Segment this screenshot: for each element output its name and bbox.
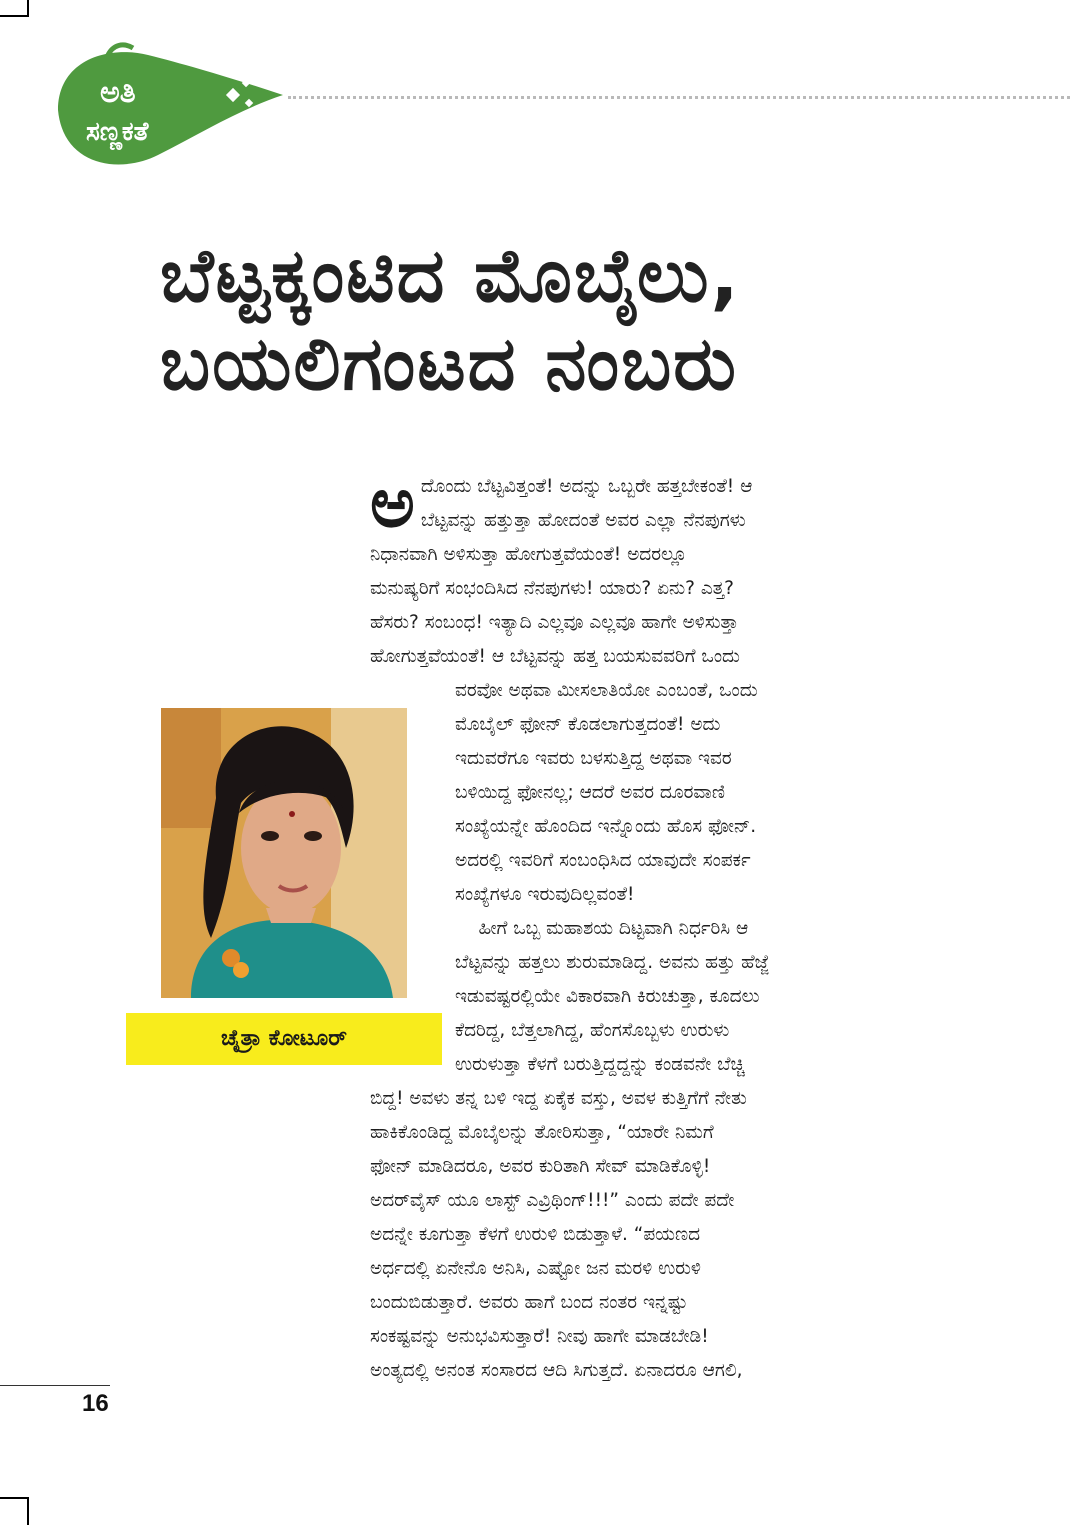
author-caption-bar — [126, 1013, 442, 1065]
body-line: ಬೆಟ್ಟವನ್ನು ಹತ್ತುತ್ತಾ ಹೋದಂತೆ ಅವರ ಎಲ್ಲಾ ನೆನಪುಗಳು — [420, 510, 746, 531]
body-line: ಅದರಲ್ಲಿ ಇವರಿಗೆ ಸಂಬಂಧಿಸಿದ ಯಾವುದೇ ಸಂಪರ್ಕ — [455, 850, 751, 871]
body-line: ವರವೋ ಅಥವಾ ಮೀಸಲಾತಿಯೋ ಎಂಬಂತೆ, ಒಂದು — [455, 680, 758, 701]
headline-line-1: ಬೆಟ್ಟಕ್ಕಂಟಿದ ಮೊಬೈಲು, — [160, 233, 741, 319]
author-portrait-photo — [161, 708, 407, 998]
body-line: ಫೋನ್ ಮಾಡಿದರೂ, ಅವರ ಕುರಿತಾಗಿ ಸೇವ್ ಮಾಡಿಕೊಳ್ಳಿ! — [370, 1156, 711, 1177]
section-logo-text-1: ಅತಿ — [100, 75, 136, 110]
crop-mark-bottom-left-v — [27, 1497, 29, 1525]
crop-mark-top-left-h — [0, 15, 29, 17]
article-body — [370, 464, 915, 1388]
body-line: ಹೋಗುತ್ತವೆಯಂತೆ! ಆ ಬೆಟ್ಟವನ್ನು ಹತ್ತ ಬಯಸುವವರಿಗೆ ಒಂದು — [370, 646, 740, 667]
body-line: ದೊಂದು ಬೆಟ್ಟವಿತ್ತಂತೆ! ಅದನ್ನು ಒಬ್ಬರೇ ಹತ್ತಬೇಕಂತೆ! ಆ — [420, 476, 753, 497]
body-line: ಉರುಳುತ್ತಾ ಕೆಳಗೆ ಬರುತ್ತಿದ್ದದ್ದನ್ನು ಕಂಡವನೇ ಬೆಚ್ಚಿ — [455, 1054, 745, 1075]
body-line: ಮೊಬೈಲ್ ಫೋನ್ ಕೊಡಲಾಗುತ್ತದಂತೆ! ಅದು — [455, 714, 721, 735]
body-line: ಹಾಕಿಕೊಂಡಿದ್ದ ಮೊಬೈಲನ್ನು ತೋರಿಸುತ್ತಾ, “ಯಾರೇ ನಿಮಗೆ — [370, 1122, 714, 1143]
drop-cap: ಅ — [370, 464, 415, 543]
author-name: ಚೈತ್ರಾ ಕೋಟೂರ್ — [221, 1026, 347, 1051]
header-dotted-rule — [288, 96, 1070, 99]
body-line: ನಿಧಾನವಾಗಿ ಅಳಿಸುತ್ತಾ ಹೋಗುತ್ತವೆಯಂತೆ! ಅದರಲ್ಲೂ — [370, 544, 687, 565]
body-line: ಸಂಖ್ಯೆಯನ್ನೇ ಹೊಂದಿದ ಇನ್ನೊಂದು ಹೊಸ ಫೋನ್. — [455, 816, 757, 837]
body-line: ಹೆಸರು? ಸಂಬಂಧ! ಇತ್ಯಾದಿ ಎಲ್ಲವೂ ಎಲ್ಲವೂ ಹಾಗೇ ಅಳಿಸುತ್ತಾ — [370, 612, 739, 633]
body-line: ಬಿದ್ದ! ಅವಳು ತನ್ನ ಬಳಿ ಇದ್ದ ಏಕೈಕ ವಸ್ತು, ಅವಳ ಕುತ್ತಿಗೆಗೆ ನೇತು — [370, 1088, 747, 1109]
body-line: ಅರ್ಧದಲ್ಲಿ ಏನೇನೊ ಅನಿಸಿ, ಎಷ್ಟೋ ಜನ ಮರಳಿ ಉರುಳಿ — [370, 1258, 701, 1279]
page-number-rule — [0, 1385, 110, 1386]
body-line: ಬಂದುಬಿಡುತ್ತಾರೆ. ಅವರು ಹಾಗೆ ಬಂದ ನಂತರ ಇನ್ನಷ್ಟು — [370, 1292, 688, 1313]
body-line: ಅಂತ್ಯದಲ್ಲಿ ಅನಂತ ಸಂಸಾರದ ಆದಿ ಸಿಗುತ್ತದೆ. ಏನಾದರೂ ಆಗಲಿ, — [370, 1360, 743, 1381]
body-line: ಇಡುವಷ್ಟರಲ್ಲಿಯೇ ವಿಕಾರವಾಗಿ ಕಿರುಚುತ್ತಾ, ಕೂದಲು — [455, 986, 760, 1007]
body-line: ಕೆದರಿದ್ದ, ಬೆತ್ತಲಾಗಿದ್ದ, ಹೆಂಗಸೊಬ್ಬಳು ಉರುಳು — [455, 1020, 730, 1041]
crop-mark-top-left-v — [27, 0, 29, 16]
body-line: ಅದನ್ನೇ ಕೂಗುತ್ತಾ ಕೆಳಗೆ ಉರುಳಿ ಬಿಡುತ್ತಾಳೆ. “ಪಯಣದ — [370, 1224, 701, 1245]
crop-mark-bottom-left-h — [0, 1497, 29, 1499]
article-headline — [160, 232, 1020, 408]
body-line: ಬಳಿಯಿದ್ದ ಫೋನಲ್ಲ; ಆದರೆ ಅವರ ದೂರವಾಣಿ — [455, 782, 725, 803]
body-line: ಹೀಗೆ ಒಬ್ಬ ಮಹಾಶಯ ದಿಟ್ಟವಾಗಿ ನಿರ್ಧರಿಸಿ ಆ — [455, 918, 749, 939]
body-line: ಸಂಕಷ್ಟವನ್ನು ಅನುಭವಿಸುತ್ತಾರೆ! ನೀವು ಹಾಗೇ ಮಾಡಬೇಡಿ! — [370, 1326, 709, 1347]
body-line: ಮನುಷ್ಯರಿಗೆ ಸಂಭಂದಿಸಿದ ನೆನಪುಗಳು! ಯಾರು? ಏನು? ಎತ್ತ? — [370, 578, 734, 599]
body-line: ಸಂಖ್ಯೆಗಳೂ ಇರುವುದಿಲ್ಲವಂತೆ! — [455, 884, 635, 905]
headline-line-2: ಬಯಲಿಗಂಟದ ನಂಬರು — [160, 321, 738, 407]
body-line: ಇದುವರೆಗೂ ಇವರು ಬಳಸುತ್ತಿದ್ದ ಅಥವಾ ಇವರ — [455, 748, 732, 769]
section-logo-text-2: ಸಣ್ಣಕತೆ — [86, 117, 149, 147]
body-line: ಅದರ್‌ವೈಸ್ ಯೂ ಲಾಸ್ಟ್ ಎವ್ರಿಥಿಂಗ್!!!” ಎಂದು ಪದೇ ಪದೇ — [370, 1190, 735, 1211]
body-line: ಬೆಟ್ಟವನ್ನು ಹತ್ತಲು ಶುರುಮಾಡಿದ್ದ. ಅವನು ಹತ್ತು ಹೆಜ್ಜೆ — [455, 952, 770, 973]
page-number: 16 — [82, 1390, 109, 1417]
leaf-section-logo-icon — [38, 40, 288, 175]
